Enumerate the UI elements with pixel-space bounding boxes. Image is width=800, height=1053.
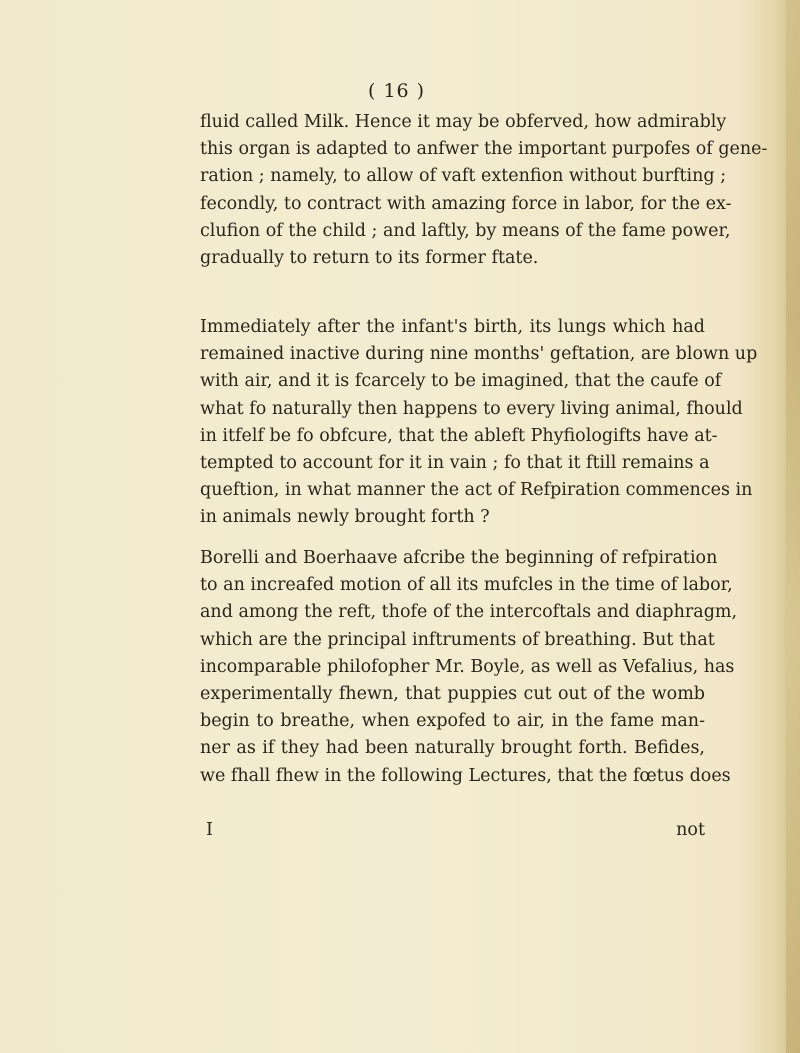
paragraph-3 — [200, 545, 738, 790]
text-line: ner as if they had been naturally brought forth. Befides, — [200, 738, 705, 759]
text-line: fecondly, to contract with amazing force in labor, for the ex- — [200, 193, 732, 214]
text-line: which are the principal inftruments of breathing. But that — [200, 629, 715, 650]
text-line: and among the reft, thofe of the intercoftals and diaphragm, — [200, 602, 738, 623]
text-line: fluid called Milk. Hence it may be obferved, how admirably — [200, 112, 727, 132]
signature-mark: I — [206, 820, 213, 840]
catchword: not — [676, 820, 705, 840]
text-line: experimentally fhewn, that puppies cut out of the womb — [200, 684, 705, 705]
text-line: queftion, in what manner the act of Refpiration commences in — [200, 480, 753, 501]
text-line: gradually to return to its former ftate. — [200, 248, 539, 269]
text-line: what fo naturally then happens to every living animal, fhould — [200, 398, 743, 419]
text-line: clufion of the child ; and laftly, by means of the fame power, — [200, 220, 731, 241]
paragraph-1 — [200, 109, 768, 272]
page-edge — [786, 0, 800, 1053]
text-line: in animals newly brought forth ? — [200, 507, 490, 528]
page-number: ( 16 ) — [368, 80, 426, 102]
text-line: incomparable philofopher Mr. Boyle, as well as Vefalius, has — [200, 656, 735, 677]
text-line: with air, and it is fcarcely to be imagined, that the caufe of — [200, 371, 722, 392]
text-line: tempted to account for it in vain ; fo that it ftill remains a — [200, 453, 710, 474]
text-line: remained inactive during nine months' geftation, are blown up — [200, 344, 758, 365]
text-line: Immediately after the infant's birth, its lungs which had — [200, 317, 705, 337]
text-line: this organ is adapted to anfwer the important purpofes of gene- — [200, 139, 768, 160]
text-line: begin to breathe, when expofed to air, in the fame man- — [200, 711, 705, 732]
text-line: in itfelf be fo obfcure, that the ableft Phyfiologifts have at- — [200, 425, 718, 446]
text-line: ration ; namely, to allow of vaft extenfion without burfting ; — [200, 166, 727, 187]
text-line: to an increafed motion of all its mufcles in the time of labor, — [200, 575, 733, 596]
text-line: we fhall fhew in the following Lectures, that the fœtus does — [200, 765, 731, 786]
paragraph-2 — [200, 314, 758, 532]
text-line: Borelli and Boerhaave afcribe the beginning of refpiration — [200, 548, 718, 568]
